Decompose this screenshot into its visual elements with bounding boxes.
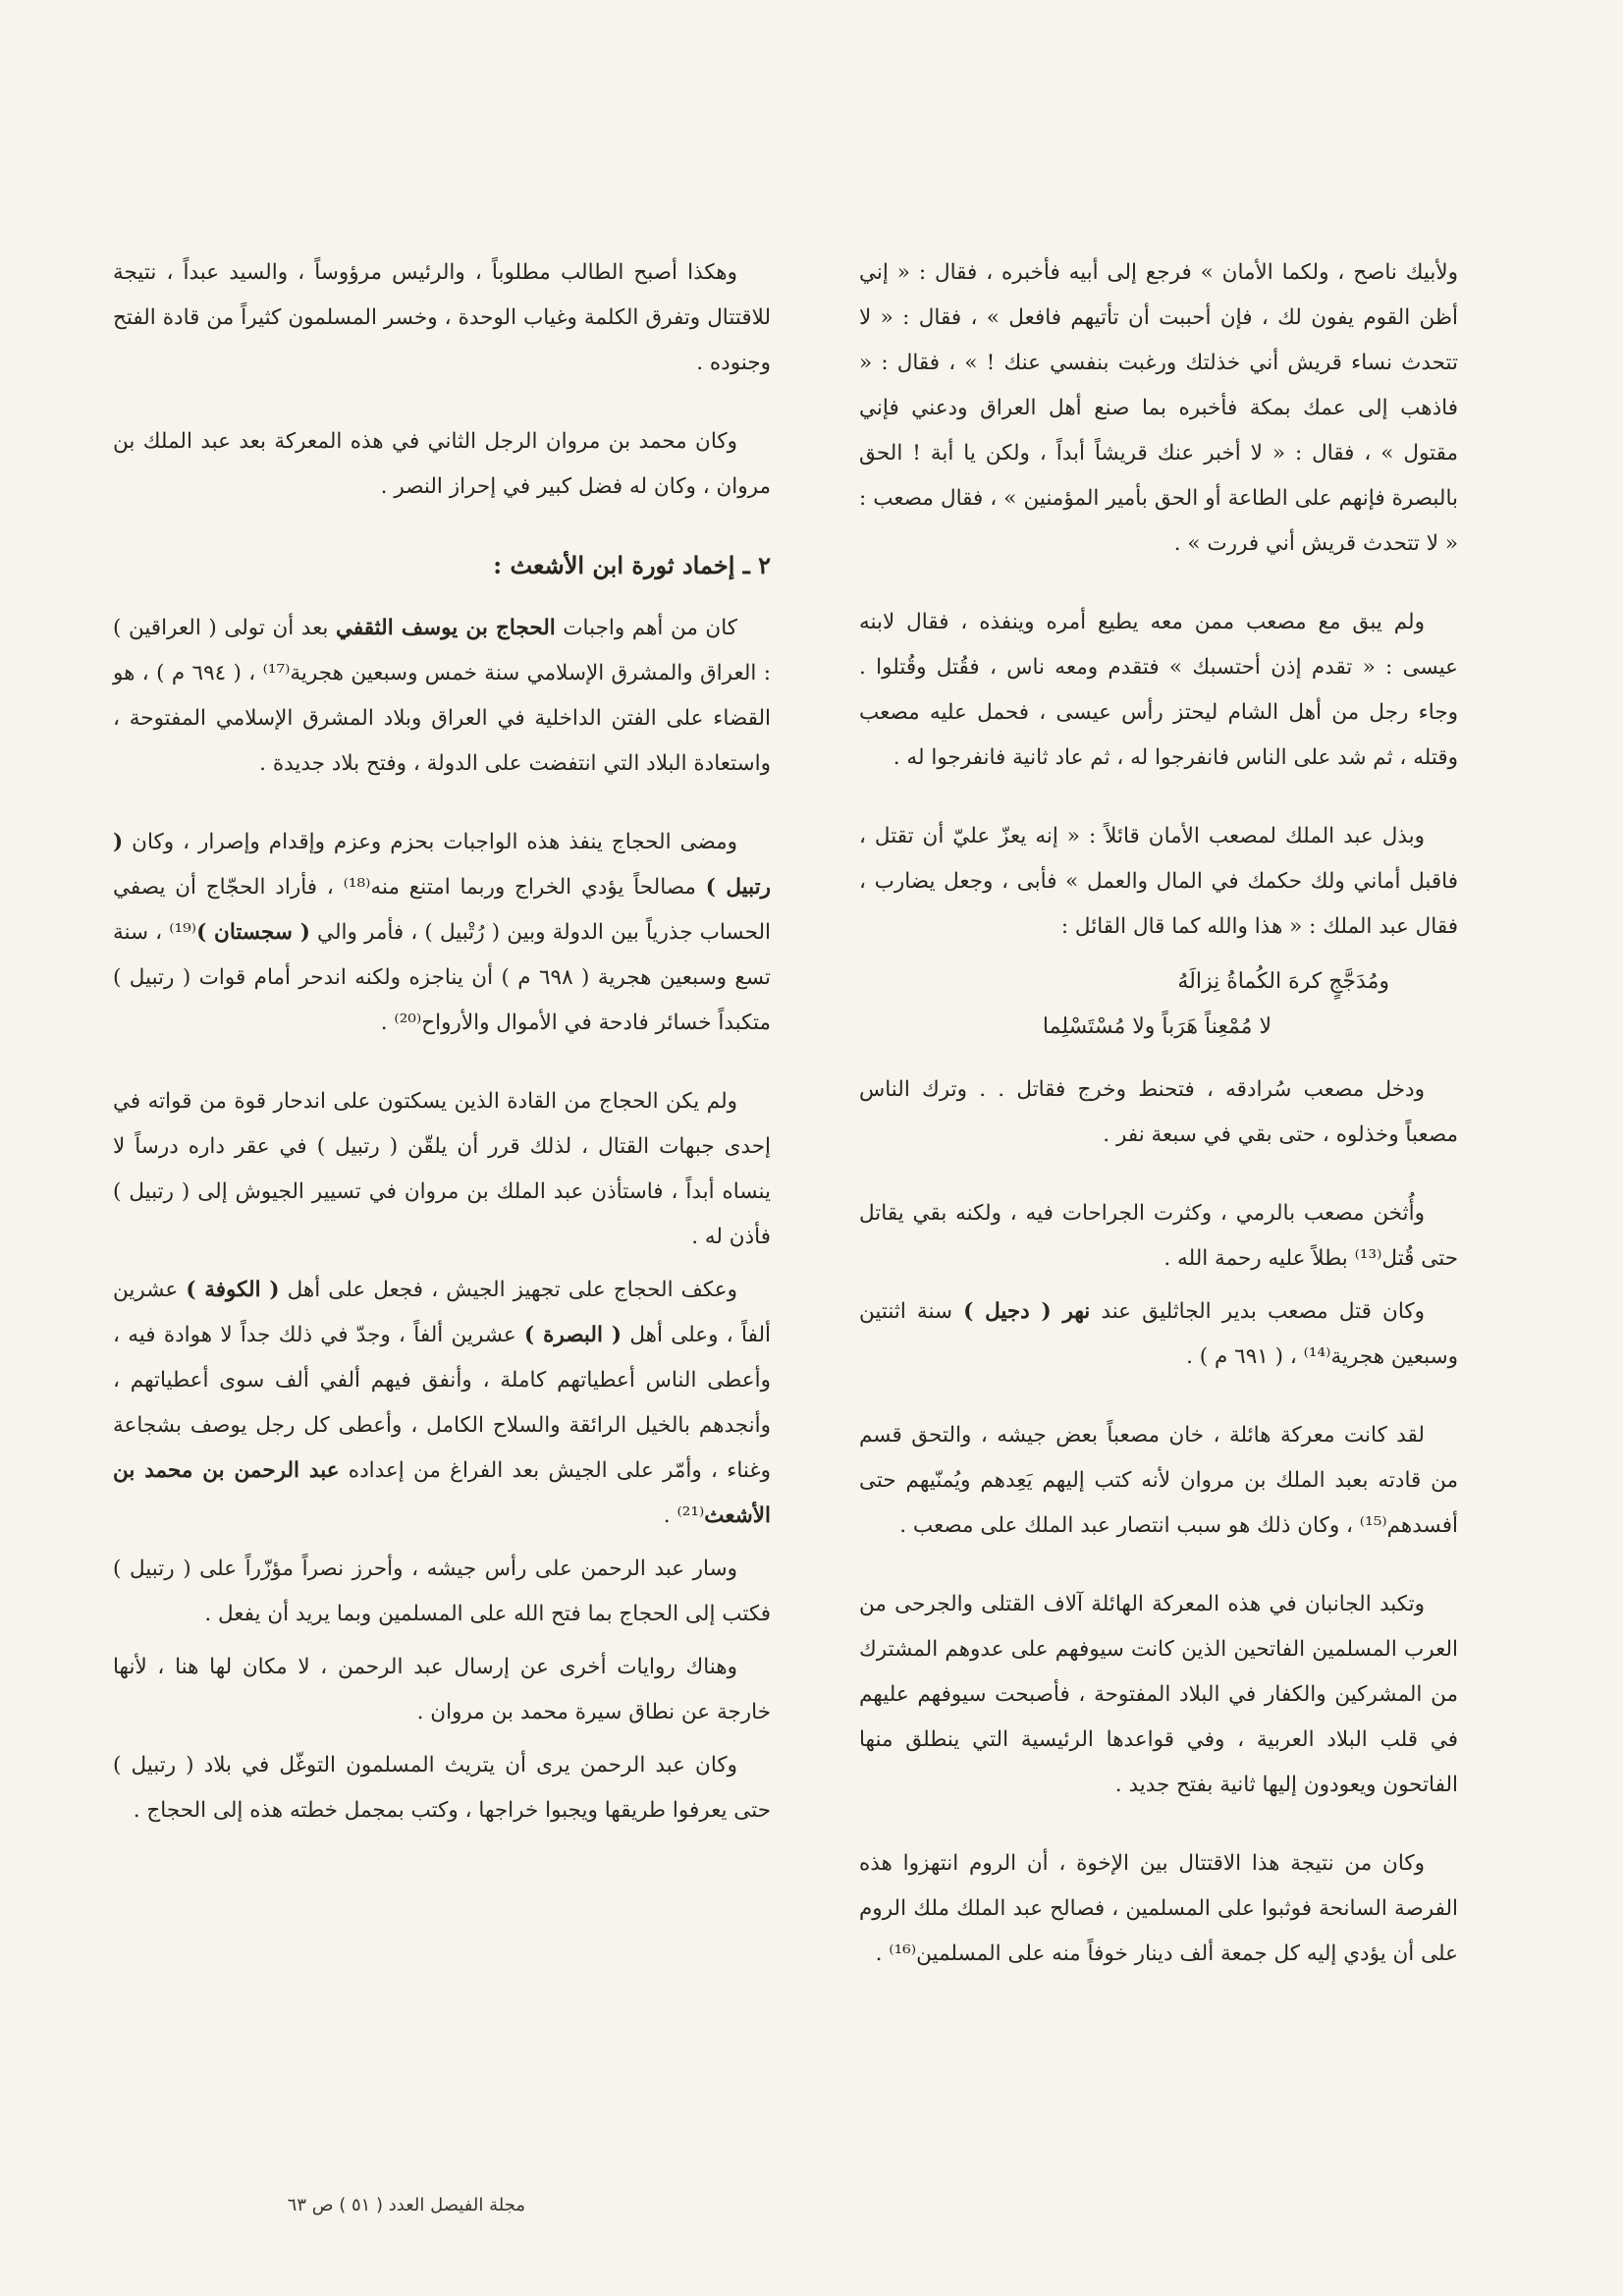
paragraph: وبذل عبد الملك لمصعب الأمان قائلاً : « إنه يعزّ عليّ أن تقتل ، فاقبل أماني ولك حكمك في المال والعمل » فأبى ، وجعل يضارب ، فقال عبد الملك : « هذا والله كما قال القائل : bbox=[859, 824, 1458, 939]
bold-place-name: ( سجستان ) bbox=[196, 920, 310, 945]
bold-person-name: عبد الرحمن بن محمد بن الأشعث bbox=[113, 1458, 771, 1528]
right-column bbox=[859, 250, 1458, 2010]
bold-person-name: الحجاج بن يوسف الثقفي bbox=[335, 616, 556, 640]
text-run: بعد أن تولى ( العراقين ) : العراق والمشرق الإسلامي سنة خمس وسبعين هجرية⁽¹⁷⁾ ، ( ٦٩٤ م ) ، هو القضاء على الفتن الداخلية في العراق وبلاد المشرق الإسلامي المفتوحة ، واستعادة البلاد التي انتفضت على الدولة ، وفتح بلاد جديدة . bbox=[113, 616, 771, 776]
text-run: ⁽²¹⁾ . bbox=[663, 1503, 705, 1528]
text-run: ⁽¹⁹⁾ ، سنة تسع وسبعين هجرية ( ٦٩٨ م ) أن يناجزه ولكنه اندحر أمام قوات ( رتبيل ) متكبداً خسائر فادحة في الأموال والأرواح⁽²⁰⁾ . bbox=[113, 920, 771, 1035]
paragraph: وهكذا أصبح الطالب مطلوباً ، والرئيس مرؤوساً ، والسيد عبداً ، نتيجة للاقتتال وتفرق الكلمة وغياب الوحدة ، وخسر المسلمون كثيراً من قادة الفتح وجنوده . bbox=[113, 260, 771, 375]
paragraph: وكان محمد بن مروان الرجل الثاني في هذه المعركة بعد عبد الملك بن مروان ، وكان له فضل كبير في إحراز النصر . bbox=[113, 429, 771, 499]
bold-place-name: ( الكوفة ) bbox=[186, 1278, 280, 1302]
text-run: عشرين ألفاً ، وجدّ في ذلك جداً لا هوادة فيه ، وأعطى الناس أعطياتهم كاملة ، وأنفق فيهم ألفي ألف سوى أعطياتهم ، وأنجدهم بالخيل الرائقة والسلاح الكامل ، وأعطى كل رجل يوصف بشجاعة وغناء ، وأمّر على الجيش بعد الفراغ من إعداده bbox=[113, 1323, 771, 1483]
left-column bbox=[113, 250, 771, 1841]
paragraph: وهناك روايات أخرى عن إرسال عبد الرحمن ، لا مكان لها هنا ، لأنها خارجة عن نطاق سيرة محمد بن مروان . bbox=[113, 1655, 771, 1724]
text-run: ومضى الحجاج ينفذ هذه الواجبات بحزم وعزم وإقدام وإصرار ، وكان bbox=[123, 830, 737, 854]
page-footer: مجلة الفيصل العدد ( ٥١ ) ص ٦٣ bbox=[287, 2195, 525, 2215]
bold-name: ( رتبيل ) bbox=[113, 830, 771, 900]
paragraph: وسار عبد الرحمن على رأس جيشه ، وأحرز نصراً مؤزّراً على ( رتبيل ) فكتب إلى الحجاج بما فتح الله على المسلمين وبما يريد أن يفعل . bbox=[113, 1557, 771, 1626]
paragraph bbox=[859, 1289, 1458, 1380]
text-run: عشرين ألفاً ، وعلى أهل bbox=[113, 1278, 771, 1347]
poem-line: لا مُمْعِناً هَرَباً ولا مُسْتَسْلِما bbox=[1042, 1014, 1271, 1039]
paragraph: وتكبد الجانبان في هذه المعركة الهائلة آلاف القتلى والجرحى من العرب المسلمين الفاتحين الذين كانت سيوفهم على عدوهم المشترك من المشركين والكفار في البلاد المفتوحة ، فأصبحت سيوفهم عليهم في قلب البلاد العربية ، وفي قواعدها الرئيسية التي ينطلق منها الفاتحون ويعودون إليها ثانية بفتح جديد . bbox=[859, 1592, 1458, 1797]
text-run: مصالحاً يؤدي الخراج وربما امتنع منه⁽¹⁸⁾ ، فأراد الحجّاج أن يصفي الحساب جذرياً بين الدولة وبين ( رُتْبيل ) ، فأمر والي bbox=[113, 875, 771, 945]
poem-line: ومُدَجَّجٍ كرهَ الكُماةُ نِزالَهُ bbox=[1177, 969, 1389, 994]
text-run: كان من أهم واجبات bbox=[555, 616, 737, 640]
paragraph bbox=[113, 820, 771, 1046]
text-run: سنة اثنتين وسبعين هجرية⁽¹⁴⁾ ، ( ٦٩١ م ) . bbox=[859, 1299, 1458, 1369]
section-heading: ٢ ـ إخماد ثورة ابن الأشعث : bbox=[493, 551, 771, 579]
paragraph: لقد كانت معركة هائلة ، خان مصعباً بعض جيشه ، والتحق قسم من قادته بعبد الملك بن مروان لأنه كتب إليهم يَعِدهم ويُمنّيهم حتى أفسدهم⁽¹⁵⁾ ، وكان ذلك هو سبب انتصار عبد الملك على مصعب . bbox=[859, 1423, 1458, 1538]
paragraph bbox=[113, 1268, 771, 1539]
bold-place-name: نهر ( دجيل ) bbox=[963, 1299, 1091, 1324]
paragraph: وكان من نتيجة هذا الاقتتال بين الإخوة ، أن الروم انتهزوا هذه الفرصة السانحة فوثبوا على المسلمين ، فصالح عبد الملك ملك الروم على أن يؤدي إليه كل جمعة ألف دينار خوفاً منه على المسلمين⁽¹⁶⁾ . bbox=[859, 1851, 1458, 1966]
paragraph: ولم يبق مع مصعب ممن معه يطيع أمره وينفذه ، فقال لابنه عيسى : « تقدم إذن أحتسبك » فتقدم ومعه ناس ، فقُتل وقُتلوا . وجاء رجل من أهل الشام ليحتز رأس عيسى ، فحمل عليه مصعب وقتله ، ثم شد على الناس فانفرجوا له ، ثم عاد ثانية فانفرجوا له . bbox=[859, 610, 1458, 770]
paragraph: وكان عبد الرحمن يرى أن يتريث المسلمون التوغّل في بلاد ( رتبيل ) حتى يعرفوا طريقها ويجبوا خراجها ، وكتب بمجمل خطته هذه إلى الحجاج . bbox=[113, 1753, 771, 1823]
bold-place-name: ( البصرة ) bbox=[524, 1323, 622, 1347]
text-run: وكان قتل مصعب بدير الجاثليق عند bbox=[1090, 1299, 1425, 1324]
paragraph: ولم يكن الحجاج من القادة الذين يسكتون على اندحار قوة من قواته في إحدى جبهات القتال ، لذلك قرر أن يلقّن ( رتبيل ) في عقر داره درساً لا ينساه أبداً ، فاستأذن عبد الملك بن مروان في تسيير الجيوش إلى ( رتبيل ) فأذن له . bbox=[113, 1089, 771, 1249]
paragraph: ولأبيك ناصح ، ولكما الأمان » فرجع إلى أبيه فأخبره ، فقال : « إني أظن القوم يفون لك ، فإن أحببت أن تأتيهم فافعل » ، فقال : « لا تتحدث نساء قريش أني خذلتك ورغبت بنفسي عنك ! » ، فقال : « فاذهب إلى عمك بمكة فأخبره بما صنع أهل العراق ودعني فإني مقتول » ، فقال : « لا أخبر عنك قريشاً أبداً ، ولكن يا أبة ! الحق بالبصرة فإنهم على الطاعة أو الحق بأمير المؤمنين » ، فقال مصعب : « لا تتحدث قريش أني فررت » . bbox=[859, 260, 1458, 556]
text-run: وعكف الحجاج على تجهيز الجيش ، فجعل على أهل bbox=[279, 1278, 737, 1302]
poem-verse bbox=[859, 959, 1458, 1050]
paragraph bbox=[113, 606, 771, 787]
paragraph: وأُثخن مصعب بالرمي ، وكثرت الجراحات فيه ، ولكنه بقي يقاتل حتى قُتل⁽¹³⁾ بطلاً عليه رحمة الله . bbox=[859, 1201, 1458, 1271]
paragraph: ودخل مصعب سُرادقه ، فتحنط وخرج فقاتل . . وترك الناس مصعباً وخذلوه ، حتى بقي في سبعة نفر . bbox=[859, 1077, 1458, 1147]
